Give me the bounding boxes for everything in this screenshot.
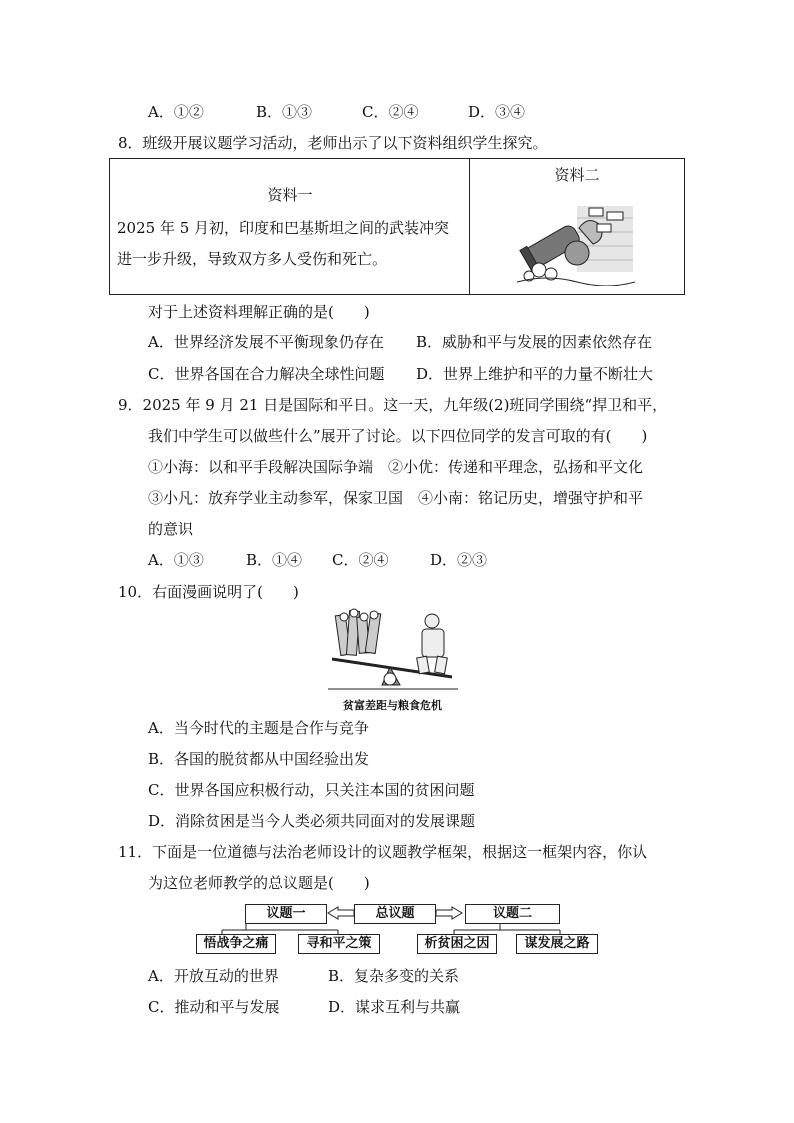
q10-option-c: C．世界各国应积极行动，只关注本国的贫困问题	[148, 781, 475, 799]
q8-option-c: C．世界各国在合力解决全球性问题	[148, 365, 385, 383]
q7-option-d: D．③④	[468, 103, 526, 121]
q8-option-d: D．世界上维护和平的力量不断壮大	[416, 365, 654, 383]
frame-sub1: 悟战争之痛	[196, 934, 276, 954]
material1-line2: 进一步升级，导致双方多人受伤和死亡。	[117, 250, 388, 268]
war-cartoon-image	[517, 198, 635, 286]
q9-line4: ③小凡：放弃学业主动参军，保家卫国 ④小南：铭记历史，增强守护和平	[148, 489, 644, 507]
q9-line3: ①小海：以和平手段解决国际争端 ②小优：传递和平理念，弘扬和平文化	[148, 458, 644, 476]
frame-sub3: 析贫困之因	[417, 934, 497, 954]
q10-stem: 10．右面漫画说明了( )	[118, 583, 299, 601]
q9-option-a: A．①③	[148, 551, 204, 569]
material1-title: 资料一	[267, 186, 313, 204]
q8-option-a: A．世界经济发展不平衡现象仍存在	[148, 333, 384, 351]
q9-option-c: C．②④	[332, 551, 389, 569]
q9-option-b: B．①④	[246, 551, 303, 569]
q7-option-c: C．②④	[362, 103, 419, 121]
q10-cartoon-caption: 贫富差距与粮食危机	[343, 699, 442, 712]
material1-line1: 2025 年 5 月初，印度和巴基斯坦之间的武装冲突	[117, 219, 450, 237]
q11-line1: 11．下面是一位道德与法治老师设计的议题教学框架，根据这一框架内容，你认	[118, 843, 648, 861]
frame-topic1: 议题一	[245, 904, 327, 924]
q9-line1: 9．2025 年 9 月 21 日是国际和平日。这一天，九年级(2)班同学围绕“捍卫和平，	[118, 396, 668, 414]
frame-sub4: 谋发展之路	[516, 934, 598, 954]
frame-main-topic: 总议题	[354, 904, 436, 924]
frame-sub2: 寻和平之策	[298, 934, 380, 954]
q9-line5: 的意识	[148, 520, 194, 538]
q7-option-a: A．①②	[148, 103, 204, 121]
q11-option-c: C．推动和平与发展	[148, 998, 280, 1016]
q11-option-b: B．复杂多变的关系	[328, 967, 460, 985]
q8-stem: 8．班级开展议题学习活动，老师出示了以下资料组织学生探究。	[118, 134, 548, 152]
frame-topic2: 议题二	[465, 904, 560, 924]
q11-option-d: D．谋求互利与共赢	[328, 998, 461, 1016]
q10-option-b: B．各国的脱贫都从中国经验出发	[148, 750, 370, 768]
q10-option-d: D．消除贫困是当今人类必须共同面对的发展课题	[148, 812, 476, 830]
q9-option-d: D．②③	[430, 551, 488, 569]
seesaw-cartoon-image	[328, 607, 458, 693]
q11-option-a: A．开放互动的世界	[148, 967, 279, 985]
q9-line2: 我们中学生可以做些什么”展开了讨论。以下四位同学的发言可取的有( )	[148, 427, 648, 445]
q11-line2: 为这位老师教学的总议题是( )	[148, 874, 370, 892]
q8-question: 对于上述资料理解正确的是( )	[148, 303, 370, 321]
q10-option-a: A．当今时代的主题是合作与竞争	[148, 719, 369, 737]
material2-title: 资料二	[554, 166, 600, 184]
q8-option-b: B．威胁和平与发展的因素依然存在	[416, 333, 653, 351]
q7-option-b: B．①③	[256, 103, 313, 121]
